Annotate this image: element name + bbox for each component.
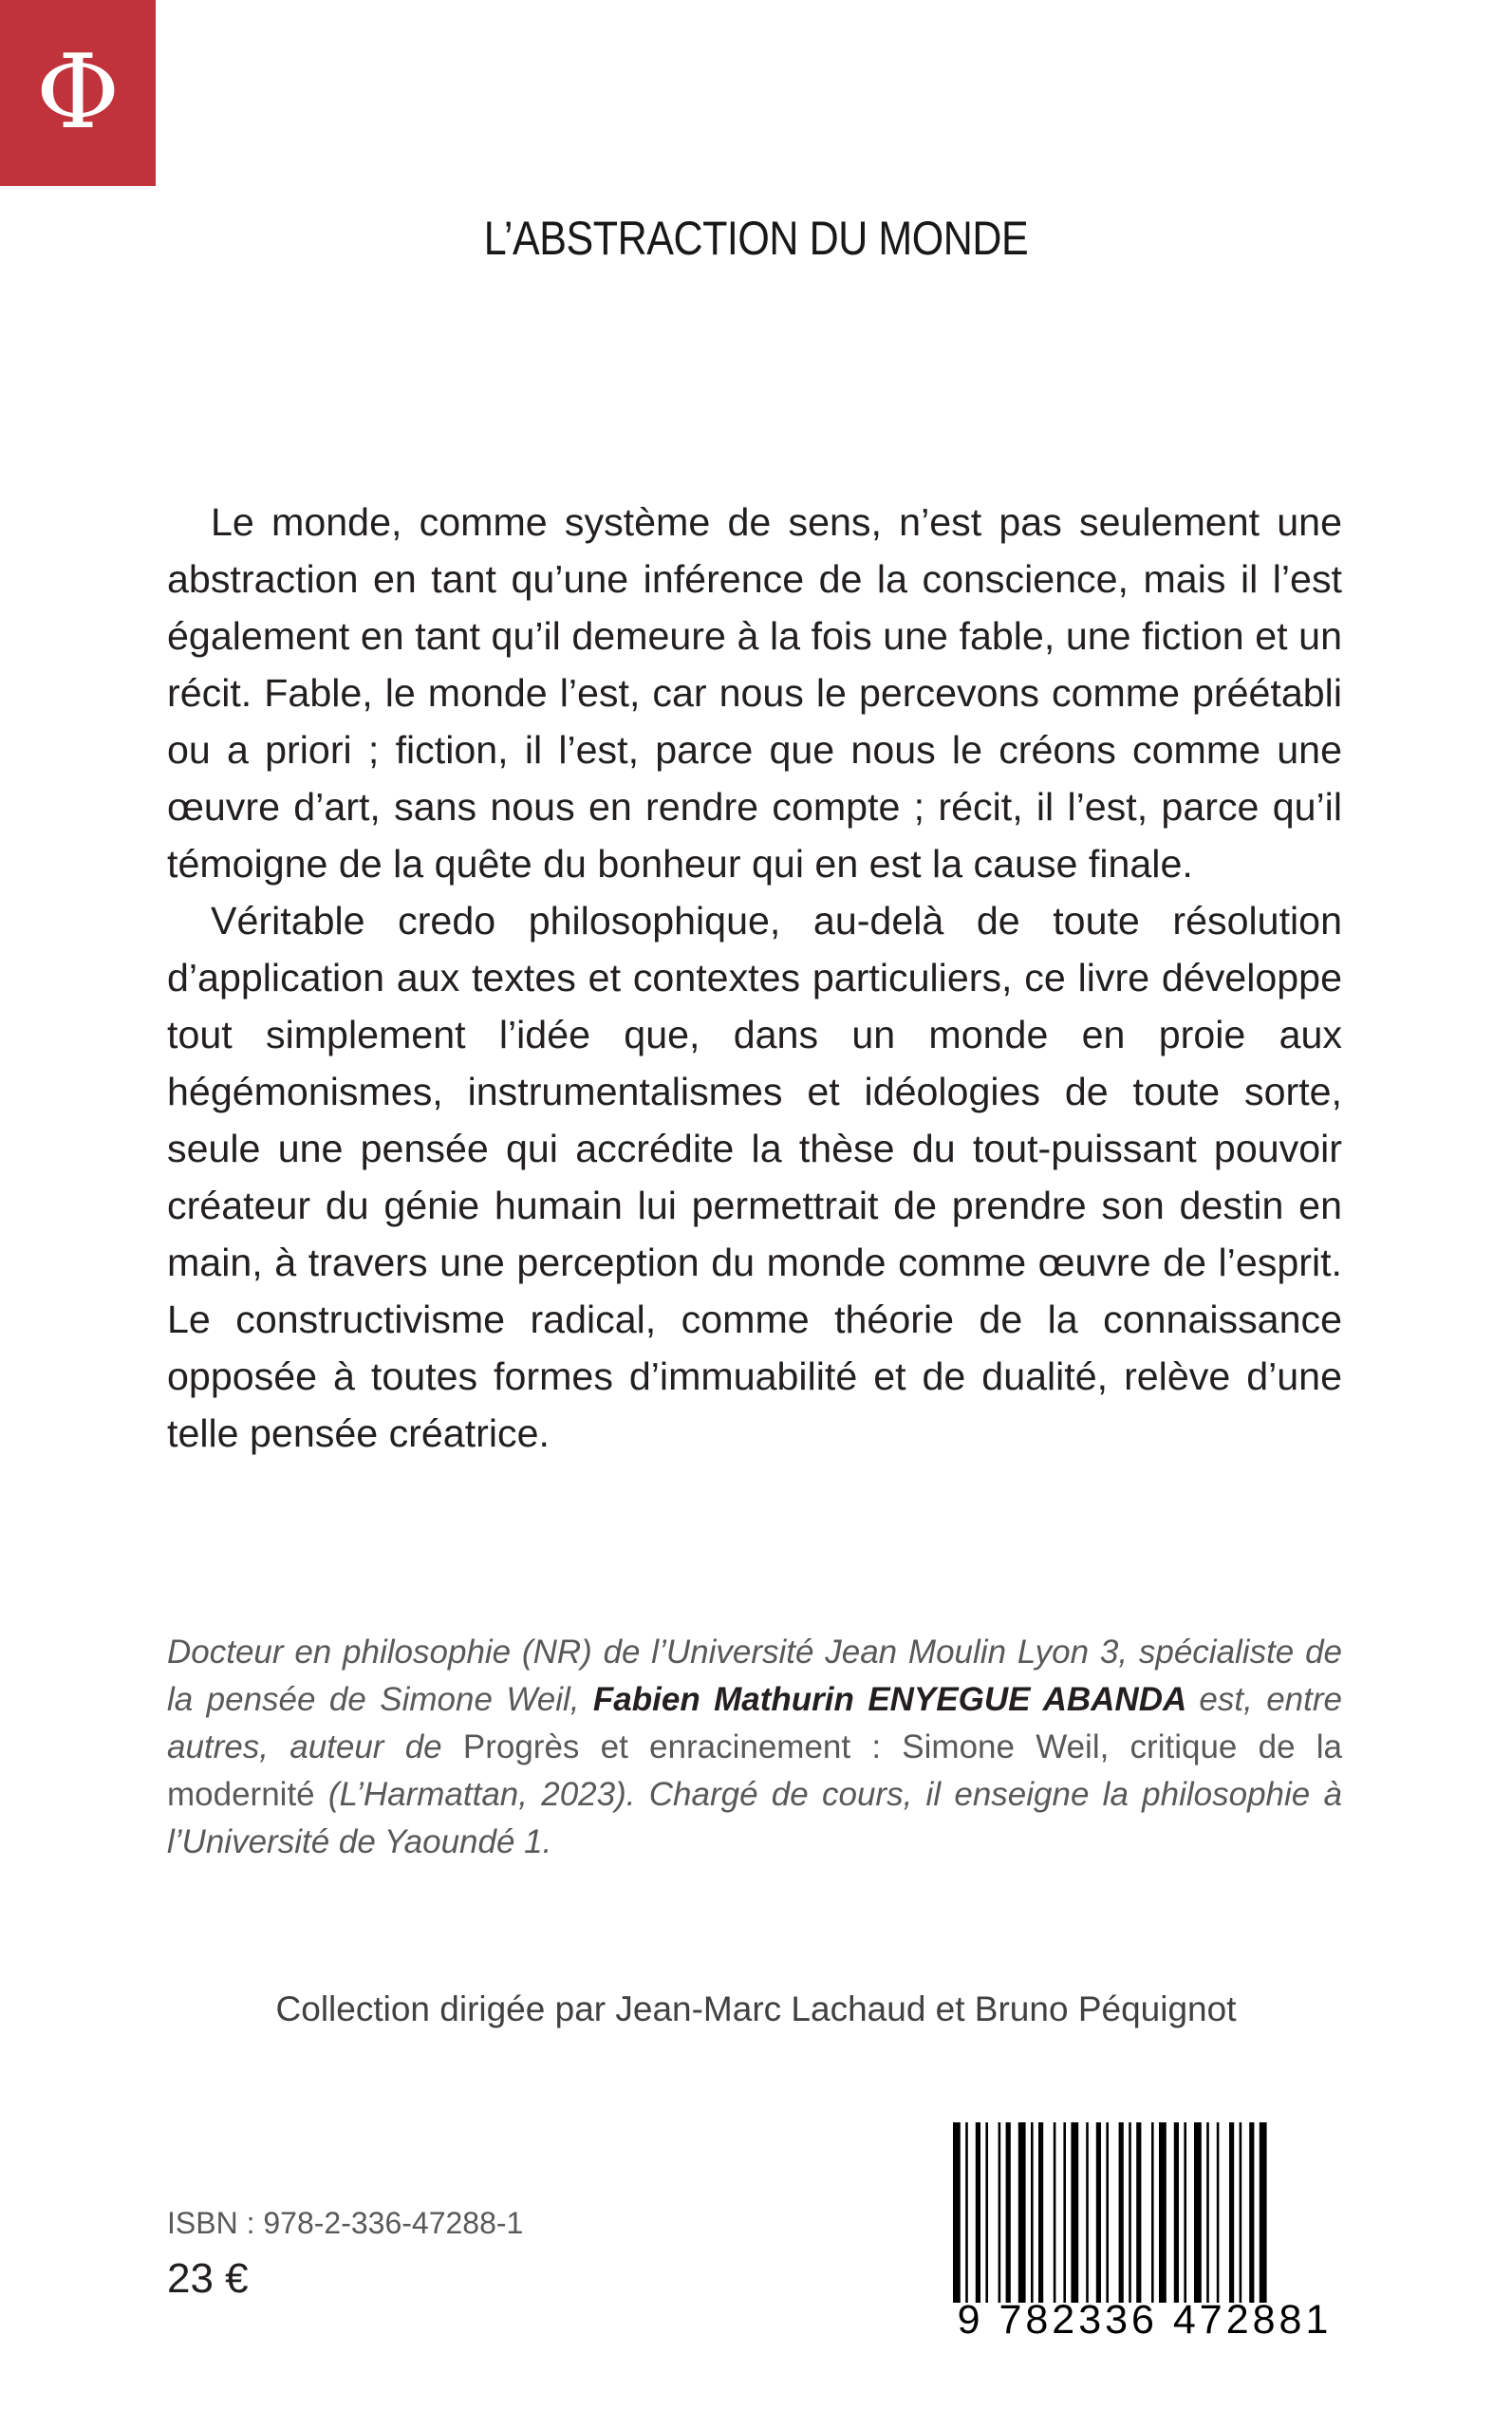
author-bio (167, 1629, 1342, 1866)
barcode-digits: 9 782336 472881 (957, 2297, 1333, 2343)
bio-middle: est, entre autres, auteur de (167, 1681, 1342, 1765)
book-summary (167, 494, 1342, 1462)
bio-book-title: Progrès et enracinement : Simone Weil, critique de la modernité (167, 1728, 1343, 1813)
collection-credit: Collection dirigée par Jean-Marc Lachaud et Bruno Péquignot (275, 1989, 1237, 2028)
author-name: Fabien Mathurin ENYEGUE ABANDA (592, 1681, 1200, 1718)
phi-logo-icon: Φ (35, 33, 121, 152)
price-label: 23 € (167, 2255, 249, 2302)
summary-paragraph-2: Véritable credo philosophique, au-delà de toute résolution d’application aux textes et contextes particuliers, ce livre développe tout simplement l’idée que, dans un monde en proie aux hégémonismes, instrumentalismes et idéologies de toute sorte, seule une pensée qui accrédite la thèse du tout-puissant pouvoir créateur du génie humain lui permettrait de prendre son destin en main, à travers une perception du monde comme œuvre de l’esprit. Le constructivisme radical, comme théorie de la connaissance opposée à toutes formes d’immuabilité et de dualité, relève d’une telle pensée créatrice. (167, 899, 1342, 1455)
isbn-number: ISBN : 978-2-336-47288-1 (167, 2206, 524, 2240)
publisher-logo (0, 0, 156, 186)
bio-end: (L’Harmattan, 2023). Chargé de cours, il enseigne la philosophie à l’Université de Yaoundé 1. (167, 1776, 1342, 1860)
barcode-icon (949, 2122, 1340, 2303)
summary-paragraph-1: Le monde, comme système de sens, n’est pas seulement une abstraction en tant qu’une inférence de la conscience, mais il l’est également en tant qu’il demeure à la fois une fable, une fiction et un récit. Fable, le monde l’est, car nous le percevons comme préétabli ou a priori ; fiction, il l’est, parce que nous le créons comme une œuvre d’art, sans nous en rendre compte ; récit, il l’est, parce qu’il témoigne de la quête du bonheur qui en est la cause finale. (167, 500, 1342, 886)
book-title: L’ABSTRACTION DU MONDE (483, 212, 1029, 265)
bio-intro: Docteur en philosophie (NR) de l’Université Jean Moulin Lyon 3, spécialiste de la pensée de Simone Weil, (167, 1634, 1342, 1718)
